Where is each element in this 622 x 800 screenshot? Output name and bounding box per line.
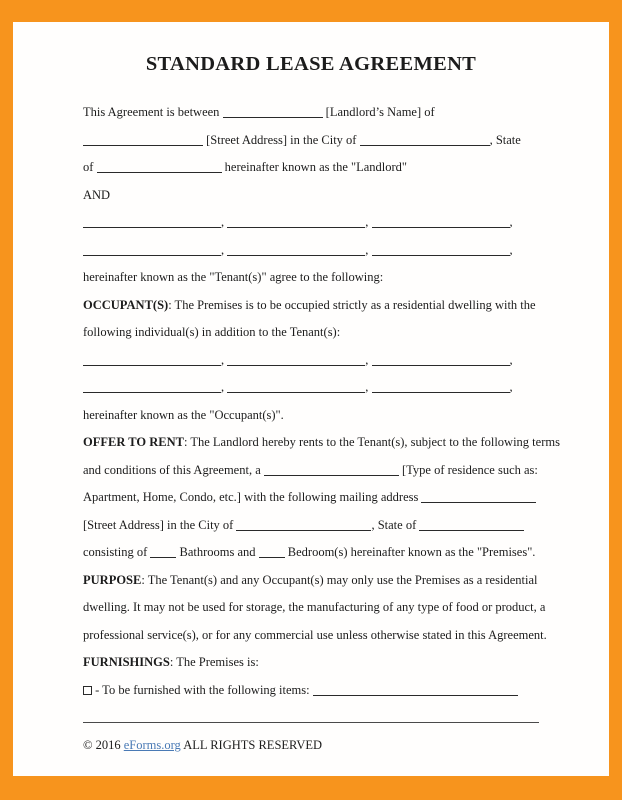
text-segment: , (365, 380, 372, 394)
text-segment: : The Tenant(s) and any Occupant(s) may only use the Premises as a residential (141, 572, 538, 587)
blank-field (83, 353, 221, 366)
blank-field (236, 518, 371, 531)
document-line (83, 484, 539, 512)
blank-field (83, 243, 221, 256)
text-segment: and conditions of this Agreement, a (83, 462, 264, 477)
text-segment: : The Premises is: (169, 655, 259, 669)
blank-field (150, 545, 176, 558)
text-segment: consisting of (83, 545, 151, 559)
blank-field (227, 243, 365, 256)
text-segment: [Type of residence such as: (398, 462, 538, 477)
document-title: STANDARD LEASE AGREEMENT (145, 53, 477, 75)
text-segment: OFFER TO RENT (83, 435, 184, 449)
text-segment: , (365, 242, 372, 257)
text-segment: , (509, 215, 513, 229)
document-line (83, 457, 539, 485)
text-segment: Bathrooms and (176, 545, 259, 559)
text-segment: , (221, 380, 228, 394)
text-segment: , (365, 215, 372, 229)
document-line (83, 512, 539, 540)
text-segment: , (221, 215, 228, 229)
text-segment: PURPOSE (83, 572, 142, 587)
document-line (83, 649, 539, 677)
document-line (83, 539, 539, 567)
text-segment: , (509, 242, 513, 257)
document-line (83, 594, 546, 622)
text-segment: , State of (371, 517, 420, 532)
blank-field (360, 133, 490, 146)
text-segment: : The Premises is to be occupied strictly as a residential dwelling with the (168, 297, 536, 312)
document-sheet (13, 22, 609, 776)
document-line (83, 237, 539, 265)
document-line (83, 292, 539, 320)
text-segment: OCCUPANT(S) (83, 297, 169, 312)
blank-field (83, 133, 203, 146)
document-line (83, 374, 539, 402)
document-line (83, 182, 539, 210)
footer-divider (83, 722, 539, 723)
document-line (83, 154, 539, 182)
blank-field (227, 353, 365, 366)
text-segment: dwelling. It may not be used for storage, the manufacturing of any type of food or product, a (83, 600, 546, 614)
blank-field (372, 380, 510, 393)
text-segment: FURNISHINGS (83, 655, 170, 669)
blank-field (227, 380, 365, 393)
text-segment: , State (489, 132, 521, 147)
text-segment: Apartment, Home, Condo, etc.] with the following mailing address (83, 490, 422, 504)
blank-field (227, 215, 365, 228)
text-segment: This Agreement is between (83, 105, 223, 119)
text-segment: hereinafter known as the "Landlord" (221, 160, 408, 174)
rights-reserved-text: ALL RIGHTS RESERVED (180, 738, 323, 752)
document-line (83, 429, 560, 457)
text-segment: , (365, 352, 372, 367)
document-line (83, 567, 539, 595)
blank-field (259, 545, 285, 558)
document-line (83, 622, 547, 650)
blank-field (372, 243, 510, 256)
eforms-link[interactable]: eForms.org (123, 738, 181, 752)
text-segment: , (221, 242, 228, 257)
footer (83, 736, 539, 754)
blank-field (83, 380, 221, 393)
document-body (83, 99, 560, 704)
blank-field (97, 160, 222, 173)
text-segment: : The Landlord hereby rents to the Tenant(s), subject to the following terms (183, 435, 560, 449)
text-segment: hereinafter known as the "Occupant(s)". (83, 407, 284, 422)
document-line (83, 347, 539, 375)
text-segment: , (509, 380, 513, 394)
blank-field (223, 105, 323, 118)
text-segment: of (83, 160, 97, 174)
text-segment: hereinafter known as the "Tenant(s)" agree to the following: (83, 270, 384, 284)
document-line (83, 677, 539, 705)
blank-field (313, 683, 518, 696)
text-segment: [Street Address] in the City of (83, 517, 237, 532)
text-segment: [Landlord’s Name] of (322, 105, 435, 119)
copyright-text: © 2016 (83, 738, 124, 752)
document-line (83, 99, 539, 127)
blank-field (264, 463, 399, 476)
document-line (83, 209, 539, 237)
blank-field (421, 490, 536, 503)
text-segment: Bedroom(s) hereinafter known as the "Premises". (284, 545, 536, 559)
text-segment: , (221, 352, 228, 367)
checkbox-icon (83, 686, 92, 695)
text-segment: , (509, 352, 513, 367)
text-segment: following individual(s) in addition to the Tenant(s): (83, 325, 341, 339)
document-line (83, 319, 539, 347)
text-segment: - To be furnished with the following items: (92, 682, 313, 697)
blank-field (419, 518, 524, 531)
blank-field (372, 215, 510, 228)
document-line (83, 264, 539, 292)
text-segment: [Street Address] in the City of (203, 132, 360, 147)
document-line (83, 402, 539, 430)
blank-field (83, 215, 221, 228)
document-line (83, 127, 539, 155)
blank-field (372, 353, 510, 366)
text-segment: professional service(s), or for any commercial use unless otherwise stated in this Agreement. (83, 627, 547, 642)
text-segment: AND (83, 187, 111, 202)
